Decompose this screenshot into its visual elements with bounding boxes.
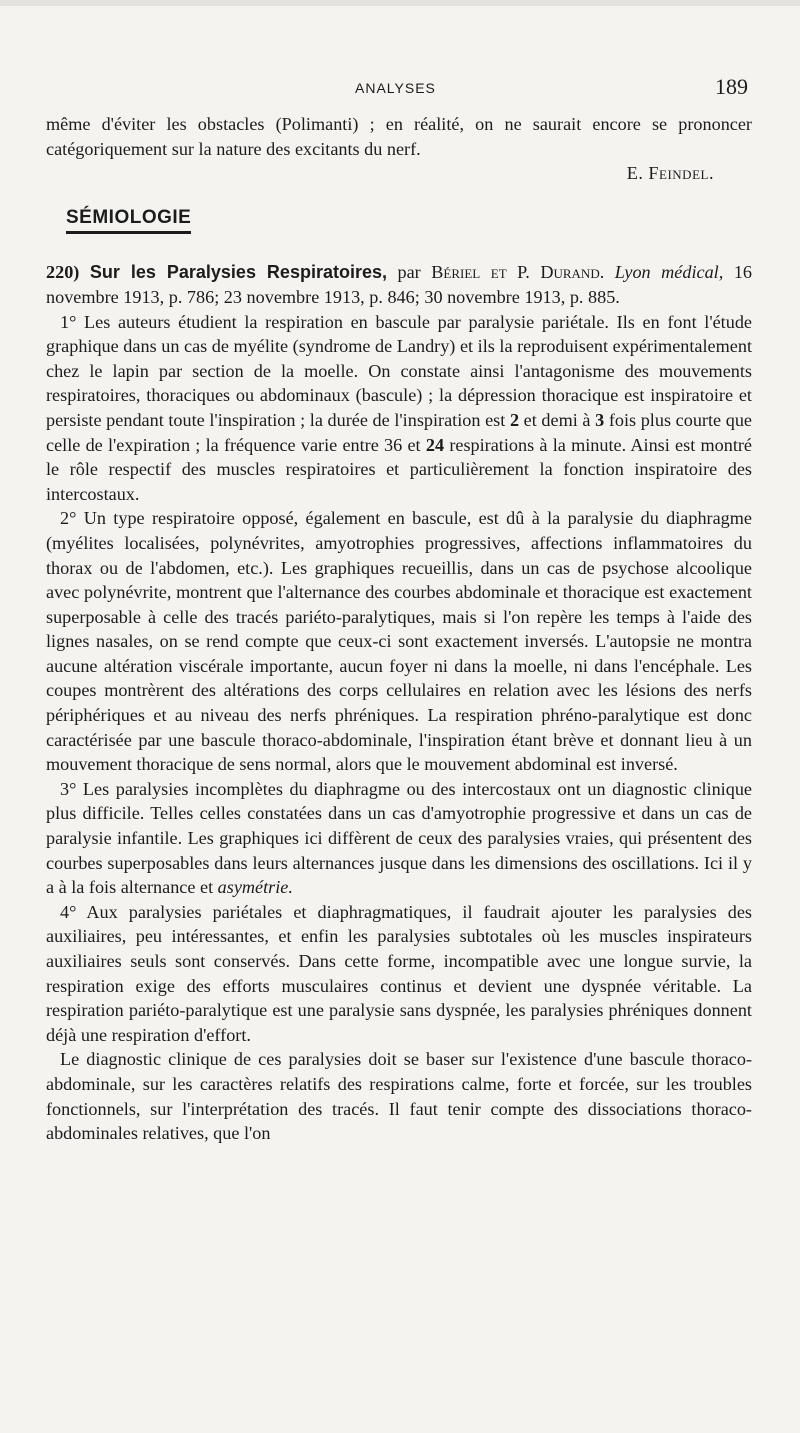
intro-signature: E. Feindel. bbox=[626, 163, 714, 184]
page-edge bbox=[0, 0, 800, 6]
paragraph-2: 2° Un type respiratoire opposé, également en bascule, est dû à la paralysie du diaphragme (myélites localisées, polynévrites, amyotrophies progressives, affections inflammatoires du thorax ou de l'abdomen, etc.). Les graphiques recueillis, dans un cas de psychose alcoolique avec polynévrite, montrent que l'alternance des courbes abdominale et thoracique est exactement superposable à celle des tracés pariéto-paralytiques, mais si l'on repère les temps à l'aide des lignes nasales, on se rend compte que ceux-ci sont exactement inversés. L'autopsie ne montra aucune altération viscérale importante, aucun foyer ni dans la moelle, ni dans l'encéphale. Les coupes montrèrent des altérations des corps cellulaires en relation avec les lésions des nerfs périphériques et au niveau des nerfs phréniques. La respiration phréno-paralytique est donc caractérisée par une bascule thoraco-abdominale, l'inspiration étant brève et donnant lieu à un mouvement thoracique de sens normal, alors que le mouvement abdominal est inversé. bbox=[46, 508, 752, 775]
entry-heading bbox=[46, 260, 752, 309]
paragraph-4: 4° Aux paralysies pariétales et diaphragmatiques, il faudrait ajouter les paralysies des auxiliaires, peu intéressantes, et enfin les paralysies subtotales où les muscles inspirateurs auxiliaires seuls sont conservés. Dans cette forme, incompatible avec une longue survie, la respiration exige des efforts musculaires continus et devient une dyspnée véritable. La respiration pariéto-paralytique est une paralysie sans dyspnée, les paralysies phréniques donnent déjà une respiration d'effort. bbox=[46, 901, 752, 1045]
p1-number-3: 24 bbox=[425, 434, 445, 455]
p3-text: 3° Les paralysies incomplètes du diaphragme ou des intercostaux ont un diagnostic clinique plus difficile. Telles celles constatées dans un cas d'amyotrophie progressive et dans un cas de paralysie infantile. Les graphiques ici diffèrent de ceux des paralysies vraies, qui présentent des courbes superposables dans leurs alternances jusque dans les dimensions des oscillations. Ici il y a à la fois alternance et bbox=[46, 778, 752, 898]
page-body bbox=[46, 112, 752, 1146]
entry-by: par bbox=[397, 262, 421, 283]
p1-number-1: 2 bbox=[509, 409, 520, 430]
entry-title: Sur les Paralysies Respiratoires, bbox=[89, 262, 387, 283]
entry-authors: Bériel et P. Durand. bbox=[431, 262, 605, 283]
page-number: 189 bbox=[715, 74, 748, 99]
paragraph-3 bbox=[46, 777, 752, 900]
p1-text-b: et demi à bbox=[523, 409, 591, 430]
running-title: ANALYSES bbox=[355, 80, 436, 96]
entry-number: 220) bbox=[46, 262, 80, 283]
entry-citation: 16 novembre 1913, p. 786; 23 novembre 1913, p. 846; 30 novembre 1913, p. 885. bbox=[46, 262, 752, 307]
section-heading: SÉMIOLOGIE bbox=[66, 206, 191, 235]
paragraph-5: Le diagnostic clinique de ces paralysies doit se baser sur l'existence d'une bascule thoraco-abdominale, sur les caractères relatifs des respirations calme, forte et forcée, sur les troubles fonctionnels, sur l'interprétation des tracés. Il faut tenir compte des dissociations thoraco-abdominales relatives, que l'on bbox=[46, 1049, 752, 1144]
p1-number-2: 3 bbox=[595, 409, 605, 430]
p3-italic-term: asymétrie. bbox=[217, 877, 293, 898]
p1-text-c: fois plus courte que celle de l'expiration ; la fréquence varie entre 36 et bbox=[46, 409, 752, 455]
p1-text-a: 1° Les auteurs étudient la respiration en bascule par paralysie pariétale. Ils en font l'étude graphique dans un cas de myélite (syndrome de Landry) et ils la reproduisent expérimentalement chez le lapin par section de la moelle. On constate ainsi l'antagonisme des mouvements respiratoires, thoraciques ou abdominaux (bascule) ; la dépression thoracique est inspiratoire et persiste pendant toute l'inspiration ; la durée de l'inspiration est bbox=[46, 311, 752, 430]
p1-text-d: respirations à la minute. Ainsi est montré le rôle respectif des muscles respiratoires et particulièrement la fonction inspiratoire des intercostaux. bbox=[46, 434, 753, 504]
paragraph-1 bbox=[46, 310, 752, 507]
entry-journal: Lyon médical, bbox=[614, 262, 724, 283]
running-head bbox=[0, 74, 800, 102]
intro-paragraph: même d'éviter les obstacles (Polimanti) ; en réalité, on ne saurait encore se prononcer catégoriquement sur la nature des excitants du nerf. bbox=[46, 114, 752, 159]
